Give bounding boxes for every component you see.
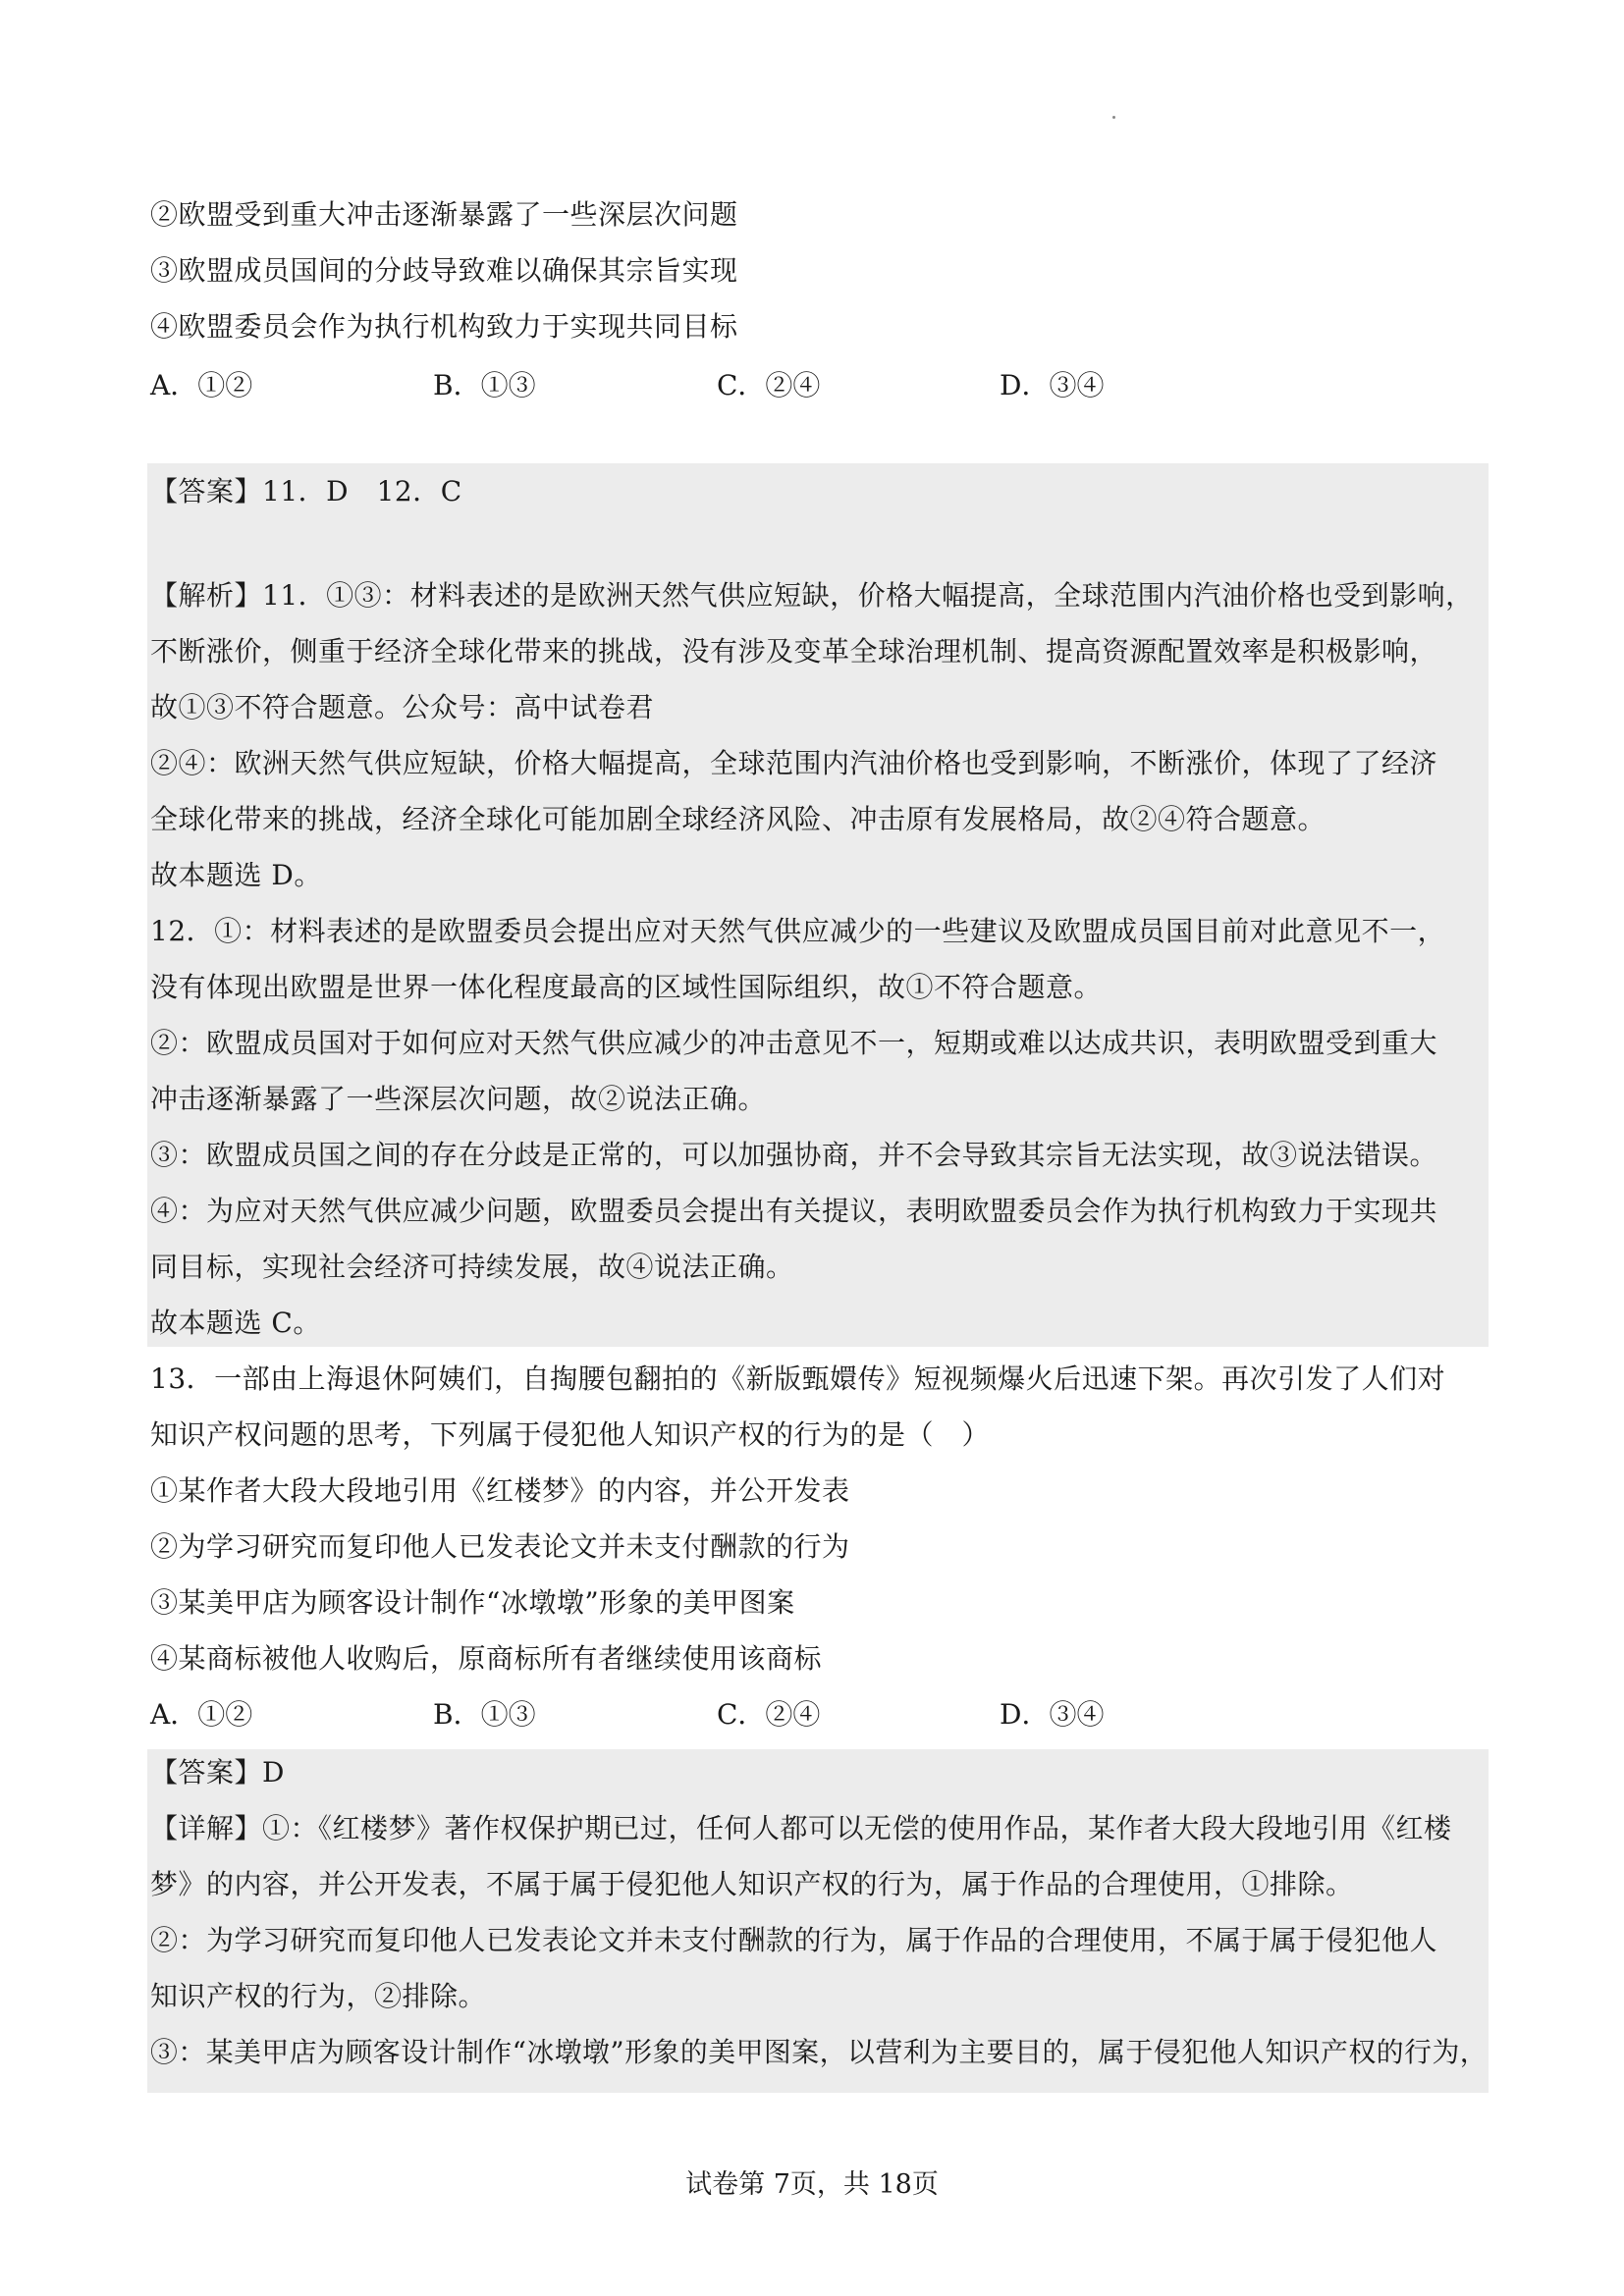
analysis-line: ③：欧盟成员国之间的存在分歧是正常的，可以加强协商，并不会导致其宗旨无法实现，故③说法错误。: [150, 1139, 1438, 1171]
q13-option-line: ①某作者大段大段地引用《红楼梦》的内容，并公开发表: [150, 1474, 850, 1507]
detail-line: 【详解】①：《红楼梦》著作权保护期已过，任何人都可以无偿的使用作品，某作者大段大段地引用《红楼: [150, 1812, 1452, 1844]
detail-line: 梦》的内容，并公开发表，不属于属于侵犯他人知识产权的行为，属于作品的合理使用，①排除。: [150, 1868, 1354, 1900]
q13-option-line: ③某美甲店为顾客设计制作“冰墩墩”形象的美甲图案: [150, 1586, 795, 1619]
analysis-line: 不断涨价，侧重于经济全球化带来的挑战，没有涉及变革全球治理机制、提高资源配置效率是积极影响，: [150, 635, 1438, 667]
detail-line: ②：为学习研究而复印他人已发表论文并未支付酬款的行为，属于作品的合理使用，不属于属于侵犯他人: [150, 1924, 1438, 1956]
q13-option-line: ④某商标被他人收购后，原商标所有者继续使用该商标: [150, 1642, 823, 1675]
choice-b: B．①③: [433, 369, 536, 401]
analysis-line: ②：欧盟成员国对于如何应对天然气供应减少的冲击意见不一，短期或难以达成共识，表明欧盟受到重大: [150, 1027, 1438, 1059]
analysis-line: 全球化带来的挑战，经济全球化可能加剧全球经济风险、冲击原有发展格局，故②④符合题意。: [150, 803, 1326, 835]
analysis-line: 没有体现出欧盟是世界一体化程度最高的区域性国际组织，故①不符合题意。: [150, 971, 1103, 1003]
scan-speck: [1112, 116, 1115, 119]
choice-c: C．②④: [717, 1698, 821, 1731]
q12-option-line: ②欧盟受到重大冲击逐渐暴露了一些深层次问题: [150, 198, 738, 231]
choice-c: C．②④: [717, 369, 821, 401]
analysis-line: 故本题选 D。: [150, 859, 322, 891]
answer-label: 【答案】D: [150, 1756, 285, 1789]
choice-b: B．①③: [433, 1698, 536, 1731]
analysis-line: ②④：欧洲天然气供应短缺，价格大幅提高，全球范围内汽油价格也受到影响，不断涨价，体现了了经济: [150, 747, 1438, 779]
choice-d: D．③④: [1000, 1698, 1105, 1731]
analysis-line: 同目标，实现社会经济可持续发展，故④说法正确。: [150, 1251, 794, 1283]
choice-a: A．①②: [150, 369, 253, 401]
analysis-line: 冲击逐渐暴露了一些深层次问题，故②说法正确。: [150, 1083, 767, 1115]
q13-stem-line: 13．一部由上海退休阿姨们，自掏腰包翻拍的《新版甄嬛传》短视频爆火后迅速下架。再次引发了人们对: [150, 1362, 1446, 1395]
choice-d: D．③④: [1000, 369, 1105, 401]
analysis-line: 故①③不符合题意。公众号：高中试卷君: [150, 691, 655, 723]
analysis-line: 故本题选 C。: [150, 1307, 321, 1339]
q12-option-line: ③欧盟成员国间的分歧导致难以确保其宗旨实现: [150, 254, 738, 287]
q13-option-line: ②为学习研究而复印他人已发表论文并未支付酬款的行为: [150, 1530, 850, 1563]
analysis-line: ④：为应对天然气供应减少问题，欧盟委员会提出有关提议，表明欧盟委员会作为执行机构致力于实现共: [150, 1195, 1438, 1227]
answer-label: 【答案】11．D 12．C: [150, 475, 462, 507]
q13-stem-line: 知识产权问题的思考，下列属于侵犯他人知识产权的行为的是（ ）: [150, 1418, 991, 1451]
choice-a: A．①②: [150, 1698, 253, 1731]
analysis-line: 12．①：材料表述的是欧盟委员会提出应对天然气供应减少的一些建议及欧盟成员国目前对此意见不一，: [150, 915, 1446, 947]
q12-option-line: ④欧盟委员会作为执行机构致力于实现共同目标: [150, 310, 738, 343]
detail-line: ③：某美甲店为顾客设计制作“冰墩墩”形象的美甲图案，以营利为主要目的，属于侵犯他人知识产权的行为，: [150, 2036, 1489, 2068]
analysis-line: 【解析】11．①③：材料表述的是欧洲天然气供应短缺，价格大幅提高，全球范围内汽油价格也受到影响，: [150, 579, 1474, 612]
page-footer: 试卷第 7页，共 18页: [685, 2169, 939, 2200]
detail-line: 知识产权的行为，②排除。: [150, 1980, 487, 2012]
